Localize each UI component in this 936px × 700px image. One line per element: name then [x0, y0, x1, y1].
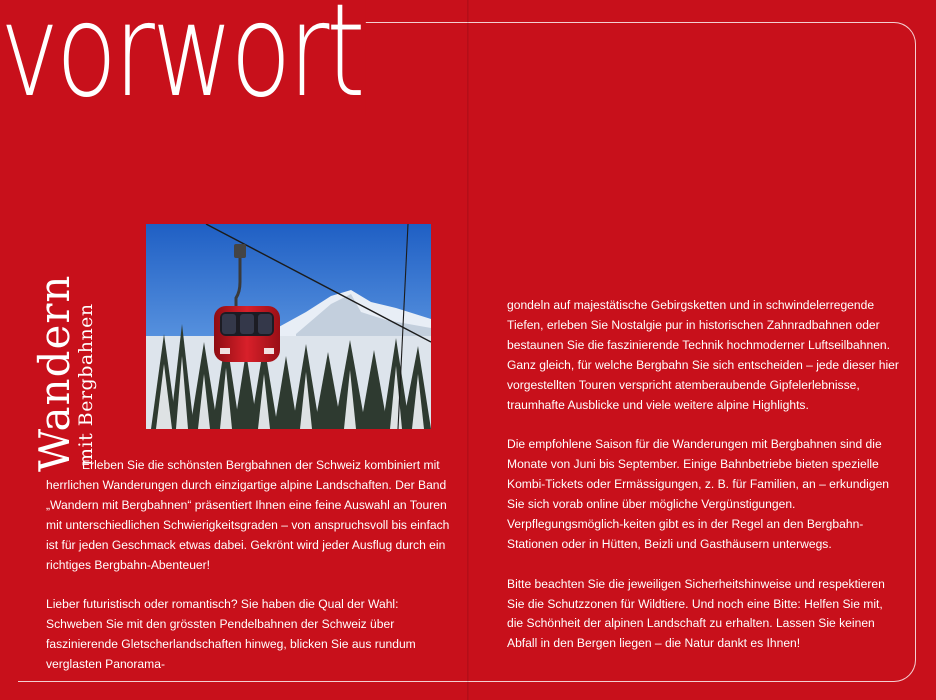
section-title-main: Wandern [30, 274, 79, 472]
paragraph: Bitte beachten Sie die jeweiligen Sicherheitshinweise und respektieren Sie die Schutzzonen für Wildtiere. Und noch eine Bitte: Helfen Sie mit, die Schönheit der alpinen Landschaft zu erhalten. Lassen Sie keinen Abfall in den Bergen liegen – die Natur dankt es Ihnen! [507, 576, 885, 651]
paragraph: Lieber futuristisch oder romantisch? Sie haben die Qual der Wahl: Schweben Sie mit den grössten Pendelbahnen der Schweiz über faszinierende Gletscherlandschaften hinweg, blicken Sie aus rundum verglasten Panorama- [46, 597, 416, 672]
page-fold [467, 0, 469, 700]
intro-text-left [46, 456, 454, 695]
section-title-sub: mit Bergbahnen [75, 303, 97, 466]
intro-text-right [507, 296, 899, 674]
gondola-photo [146, 224, 431, 429]
section-title [30, 274, 97, 472]
paragraph: Erleben Sie die schönsten Bergbahnen der Schweiz kombiniert mit herrlichen Wanderungen durch einzigartige alpine Landschaften. Der Band „Wandern mit Bergbahnen“ präsentiert Ihnen eine feine Auswahl an Touren mit unterschiedlichen Schwierigkeitsgraden – von anspruchsvoll bis einfach ist für jeden Geschmack etwas dabei. Gekrönt wird jeder Ausflug durch ein richtiges Bergbahn-Abenteuer! [46, 458, 450, 572]
paragraph: Die empfohlene Saison für die Wanderungen mit Bergbahnen sind die Monate von Juni bis September. Einige Bahnbetriebe bieten spezielle Kombi-Tickets oder Ermässigungen, z. B. für Familien, an – erkundigen Sie sich vorab online über mögliche Vergünstigungen. Verpflegungsmöglich-keiten gibt es in der Regel an den Bergbahn-Stationen oder in Hütten, Beizli und Gasthäusern unterwegs. [507, 437, 890, 551]
paragraph: gondeln auf majestätische Gebirgsketten und in schwindelerregende Tiefen, erleben Sie Nostalgie pur in historischen Zahnradbahnen oder bestaunen Sie die faszinierende Technik hochmoderner Luftseilbahnen. Ganz gleich, für welche Bergbahn Sie sich entscheiden – jede dieser hier vorgestellten Touren verspricht atemberaubende Gipfelerlebnisse, traumhafte Ausblicke und viele weitere alpine Highlights. [507, 298, 899, 412]
page-title: vorwort [0, 0, 365, 116]
